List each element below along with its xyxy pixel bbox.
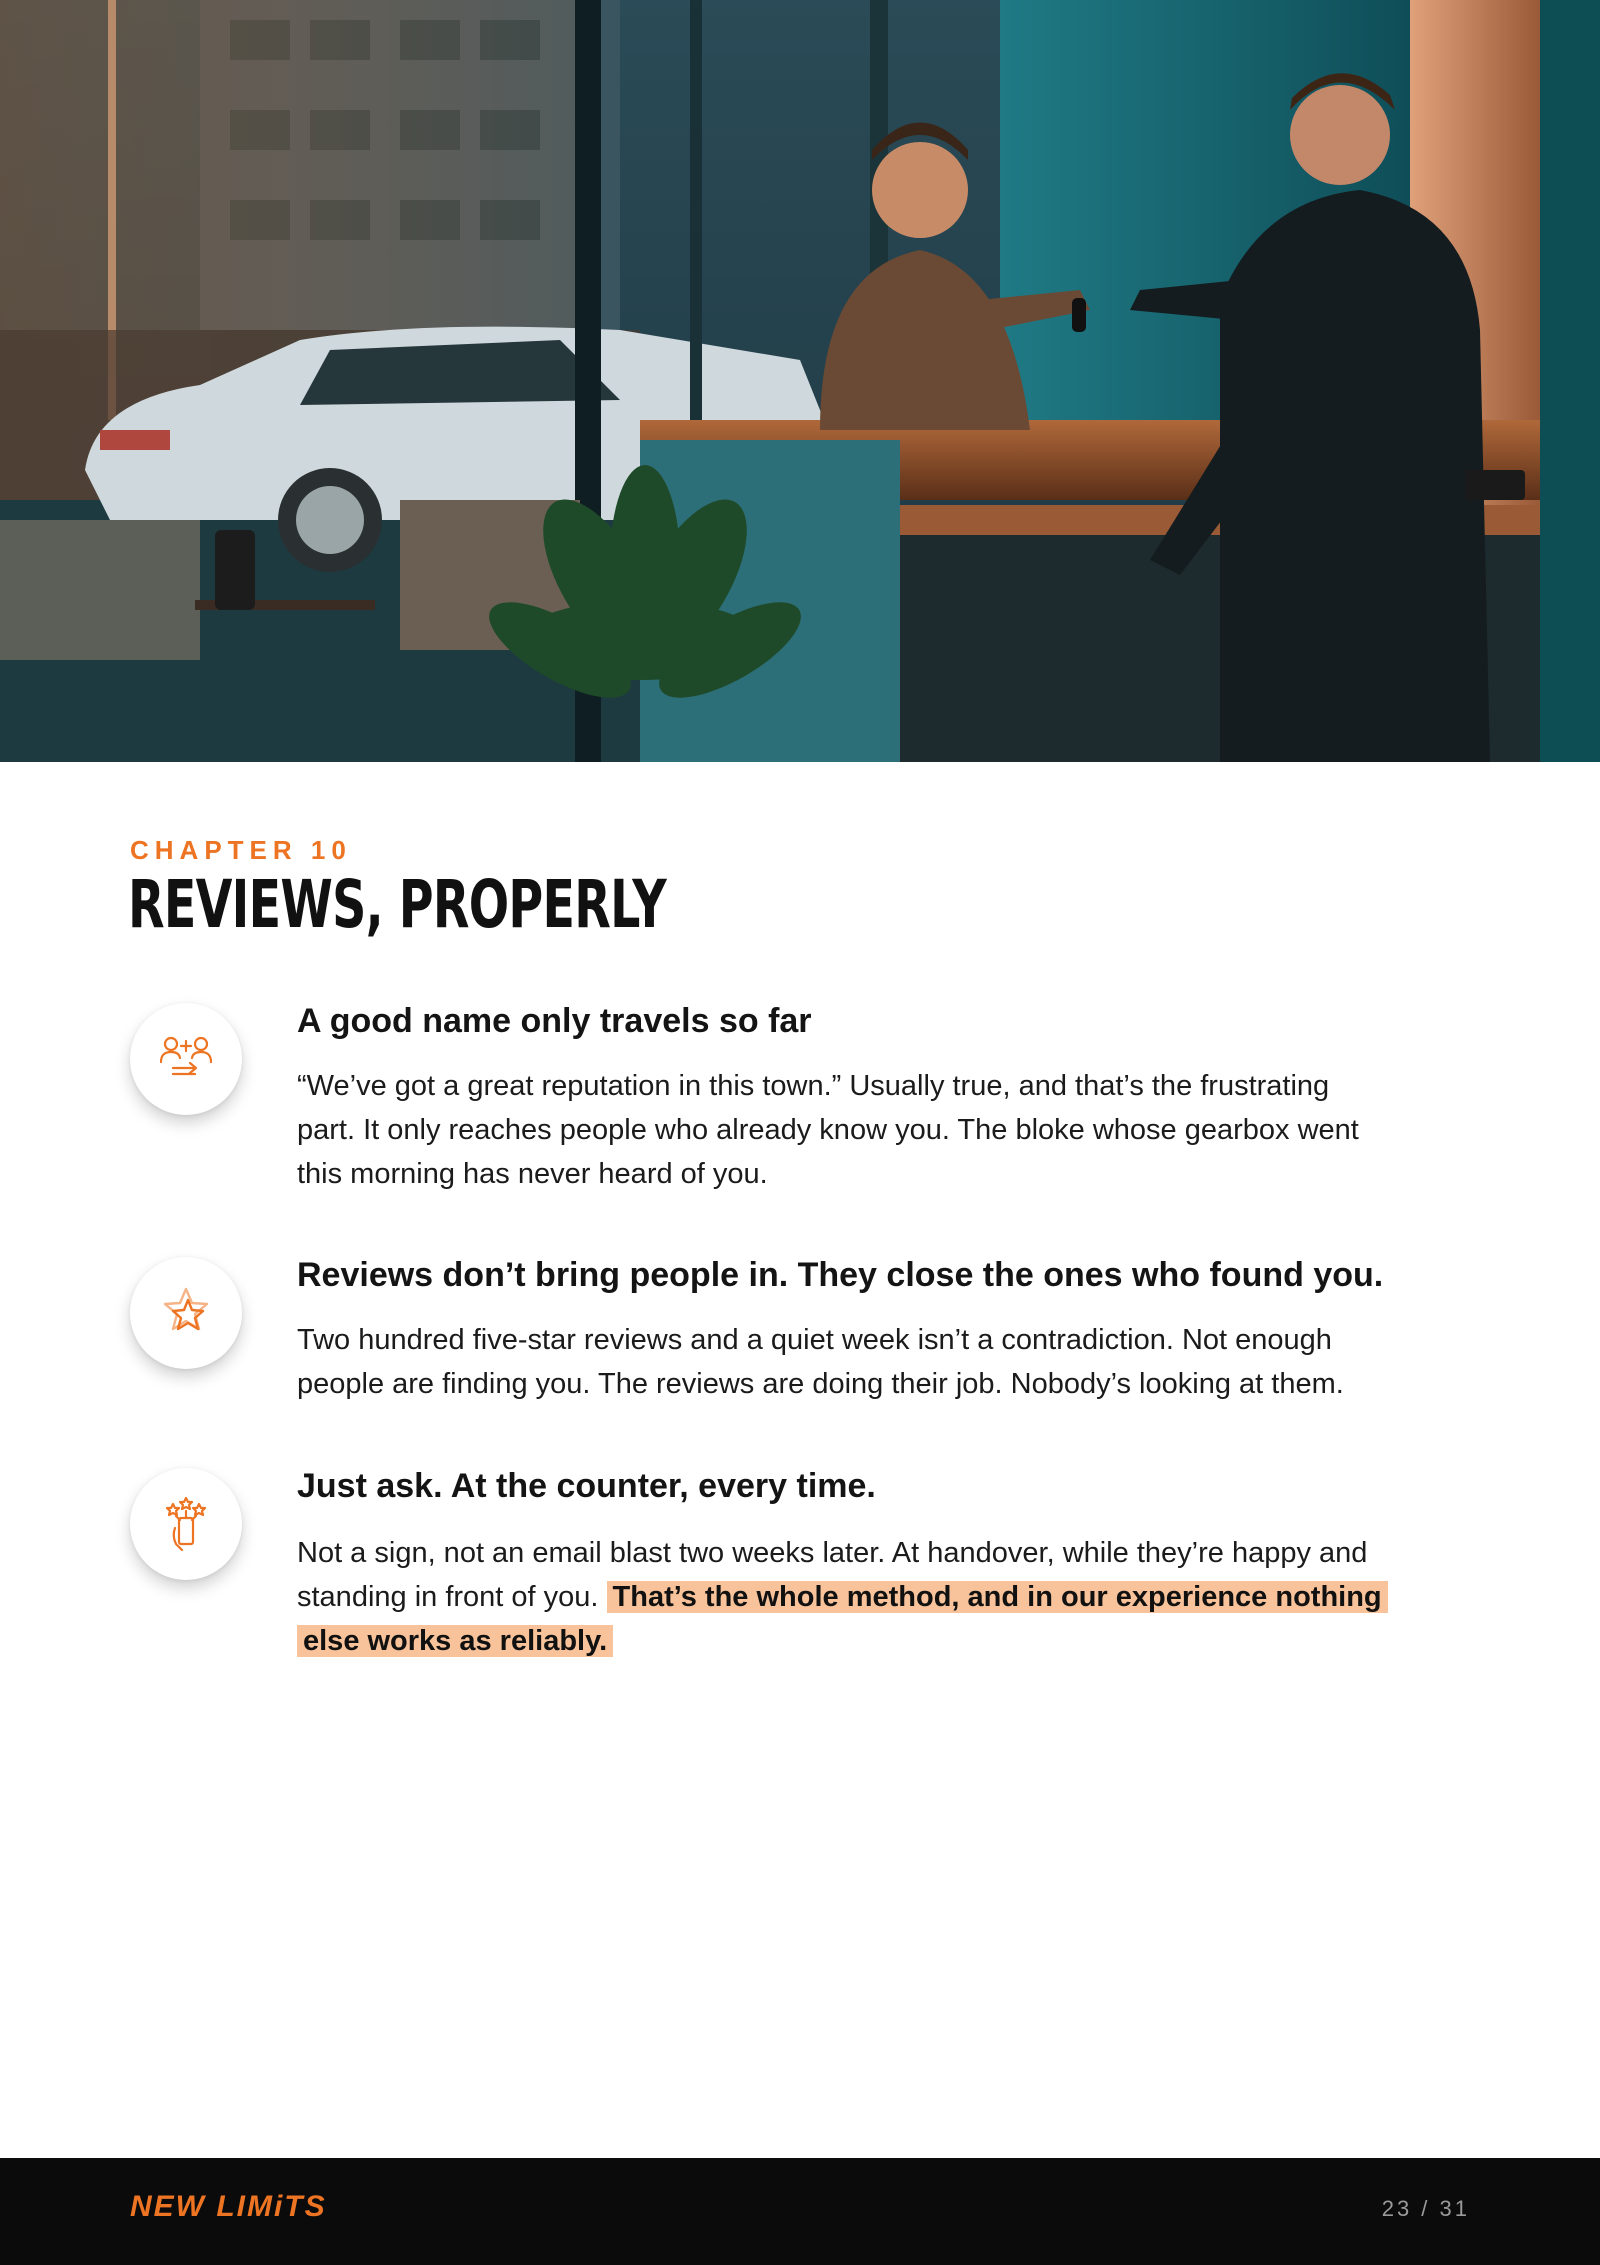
section-heading: Reviews don’t bring people in. They close the ones who found you. bbox=[297, 1256, 1384, 1294]
footer-brand-logo: NEW LIMiTS bbox=[130, 2190, 327, 2223]
section-icon-badge bbox=[130, 1257, 242, 1369]
section-body: “We’ve got a great reputation in this town.” Usually true, and that’s the frustrating part. It only reaches people who already know you. The bloke whose gearbox went this morning has never heard of you. bbox=[297, 1070, 1359, 1190]
section-body: Two hundred five-star reviews and a quiet week isn’t a contradiction. Not enough people are finding you. The reviews are doing their job. Nobody’s looking at them. bbox=[297, 1324, 1344, 1400]
chapter-title: REVIEWS, PROPERLY bbox=[128, 866, 666, 943]
hand-phone-stars-icon bbox=[156, 1494, 216, 1554]
page-indicator: 23 / 31 bbox=[1381, 2196, 1470, 2221]
hero-image bbox=[0, 0, 1600, 762]
footer bbox=[0, 2158, 1600, 2265]
section-heading: Just ask. At the counter, every time. bbox=[297, 1467, 876, 1505]
star-badge-icon bbox=[156, 1283, 216, 1343]
highlighted-callout: That’s the whole method, and in our experience nothing else works as reliably. bbox=[297, 1581, 1388, 1657]
section-icon-badge bbox=[130, 1468, 242, 1580]
section-body bbox=[297, 1531, 1387, 1663]
chapter-label: CHAPTER 10 bbox=[130, 835, 352, 865]
section-body-text: Not a sign, not an email blast two weeks later. At handover, while they’re happy and standing in front of you. bbox=[297, 1537, 1368, 1613]
people-referral-icon bbox=[155, 1028, 217, 1090]
section-icon-badge bbox=[130, 1003, 242, 1115]
section-heading: A good name only travels so far bbox=[297, 1002, 812, 1040]
